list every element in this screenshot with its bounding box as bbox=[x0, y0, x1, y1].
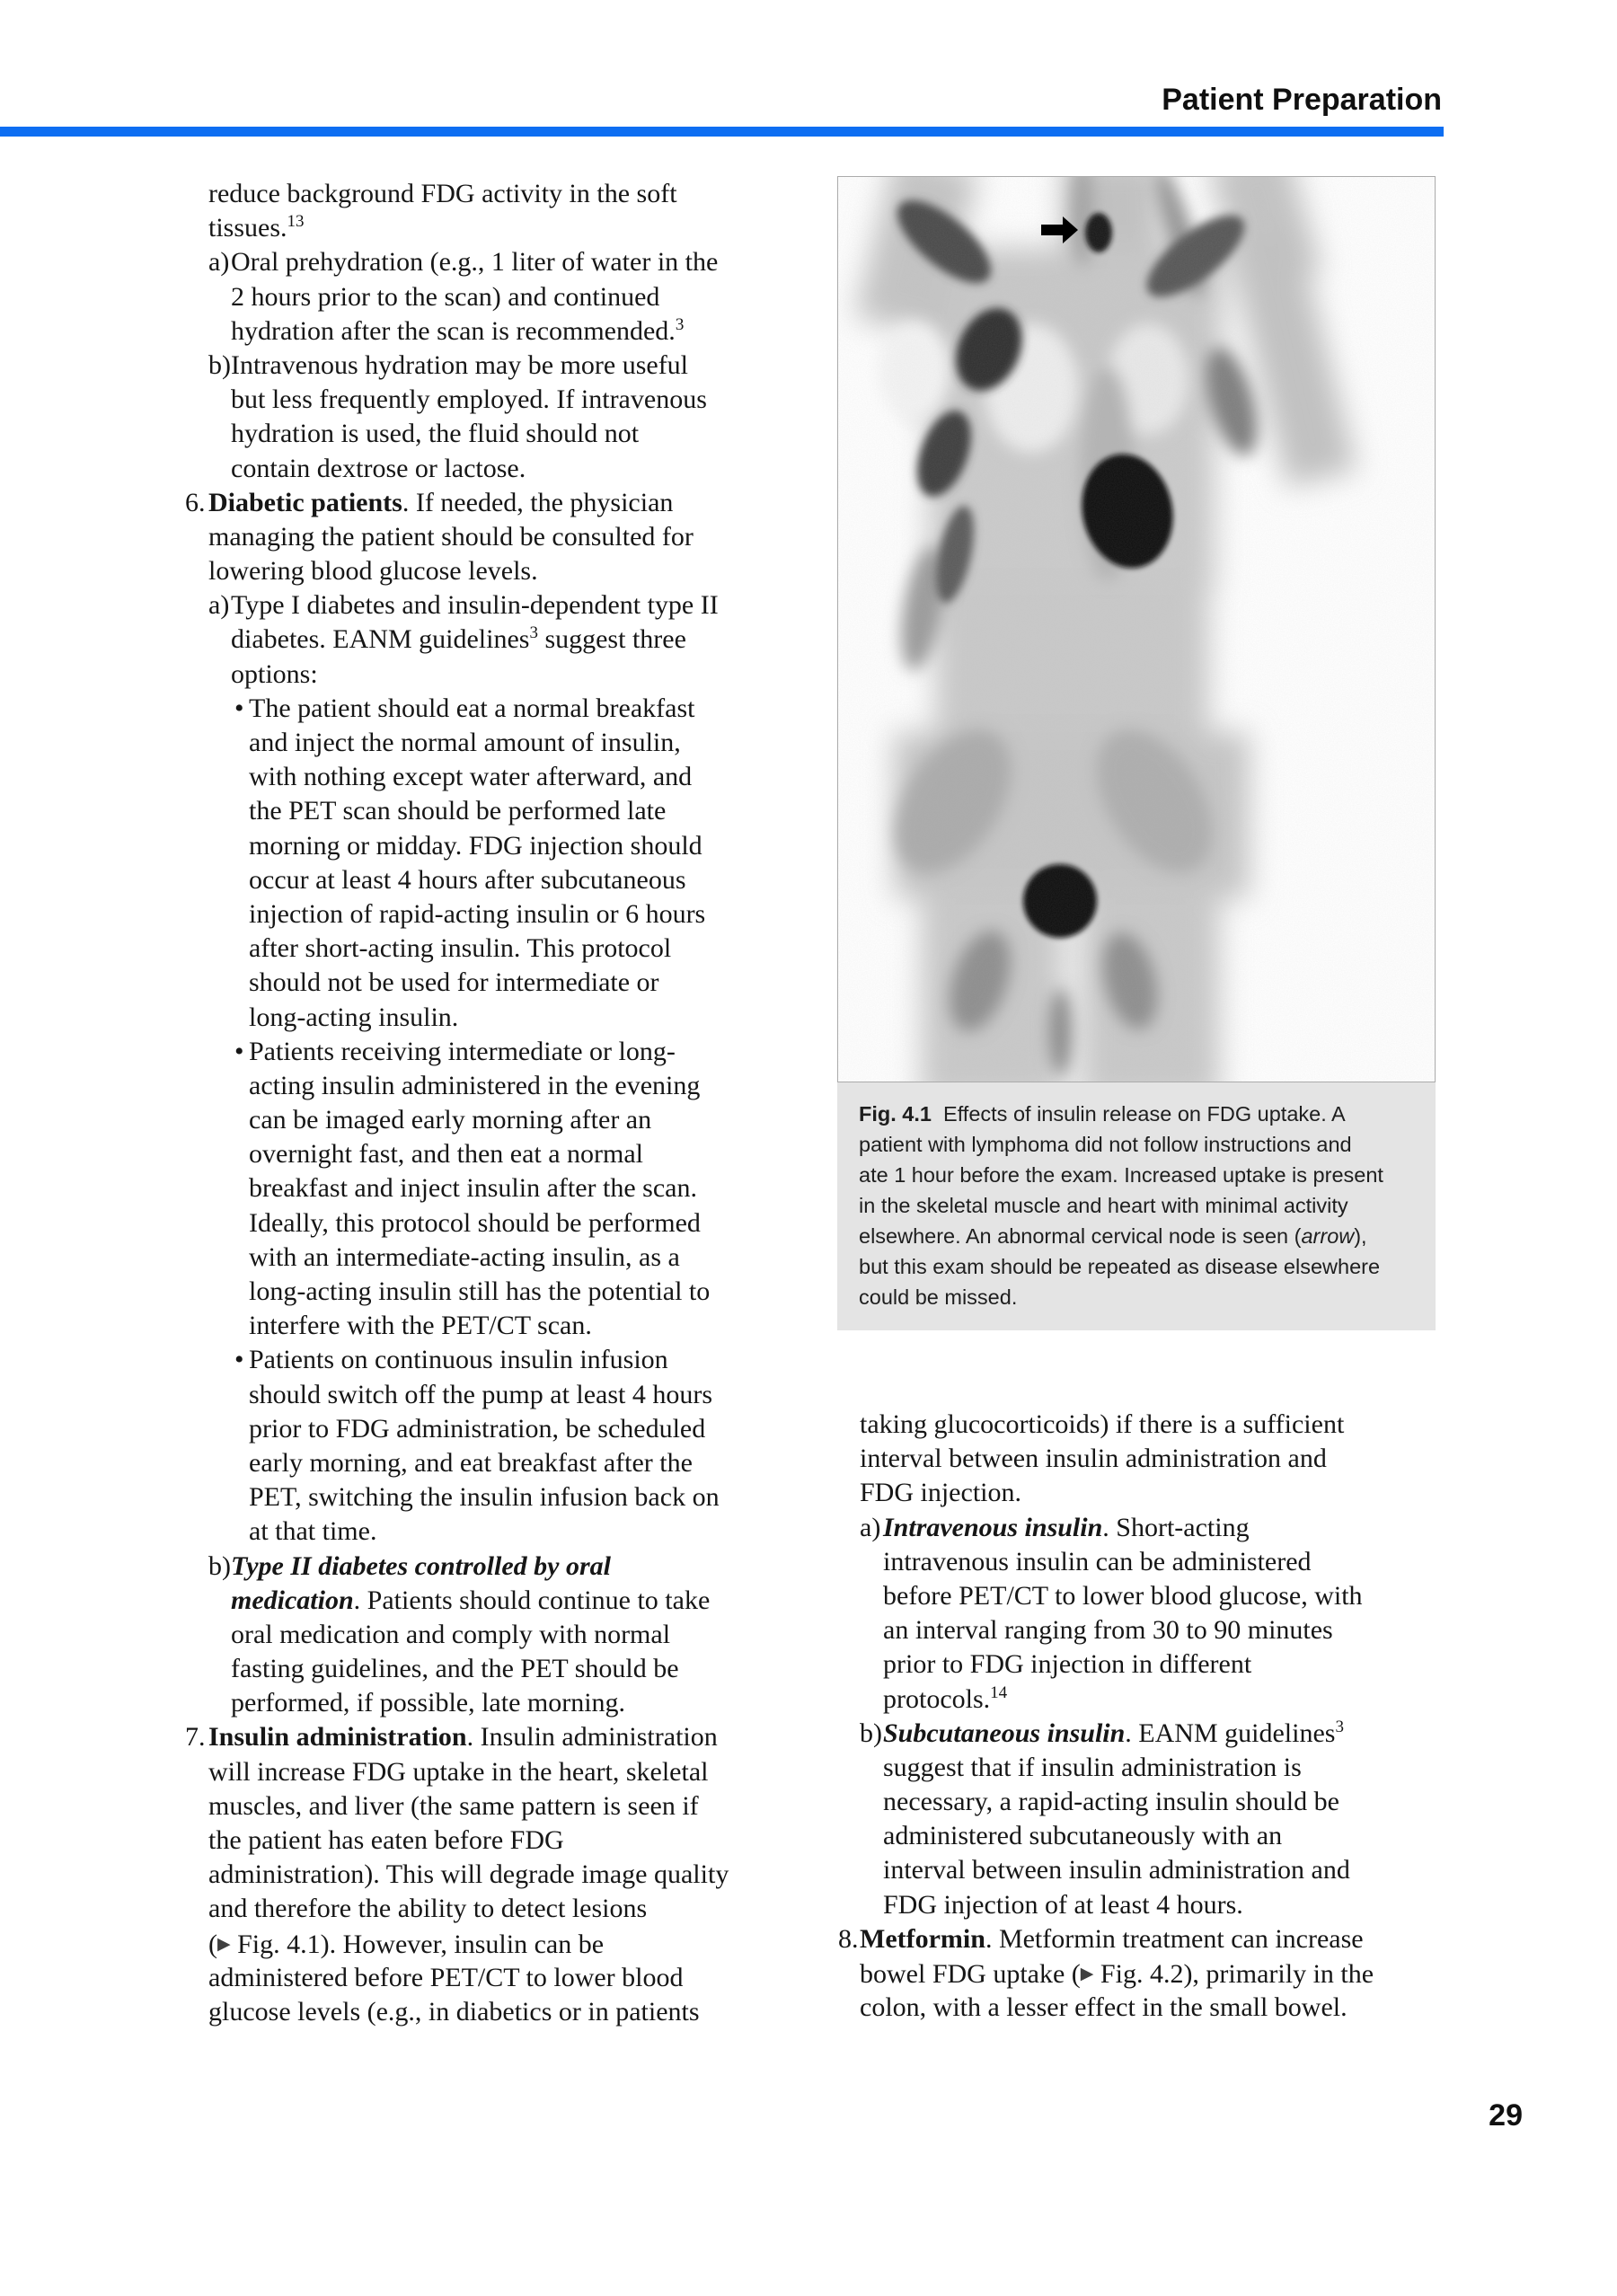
list-marker: 6. bbox=[185, 487, 206, 517]
list-marker: • bbox=[234, 1036, 244, 1066]
text-line: administered before PET/CT to lower blood bbox=[208, 1962, 684, 1992]
left-column bbox=[185, 177, 814, 2029]
text-line: injection of rapid-acting insulin or 6 hours bbox=[249, 898, 706, 929]
list-marker: • bbox=[234, 1345, 244, 1375]
text-line: early morning, and eat breakfast after the bbox=[249, 1447, 693, 1478]
text-line: bowel FDG uptake (▶ Fig. 4.2), primarily in the bbox=[860, 1959, 1374, 1989]
text-line: long-acting insulin. bbox=[249, 1002, 459, 1032]
text-line: hydration is used, the fluid should not bbox=[231, 419, 640, 449]
text-line: prior to FDG injection in different bbox=[883, 1649, 1252, 1680]
caption-line: ate 1 hour before the exam. Increased uptake is present bbox=[859, 1163, 1383, 1187]
text-line: lowering blood glucose levels. bbox=[208, 556, 538, 587]
page-title: Patient Preparation bbox=[1162, 83, 1442, 117]
text-line: administration). This will degrade image quality bbox=[208, 1859, 729, 1890]
header-rule bbox=[0, 127, 1444, 137]
text-line: can be imaged early morning after an bbox=[249, 1105, 652, 1135]
list-marker: a) bbox=[860, 1512, 881, 1542]
pet-scan-figure bbox=[837, 176, 1436, 1082]
text-line: taking glucocorticoids) if there is a sufficient bbox=[860, 1409, 1345, 1439]
text-line: a) Intravenous insulin. Short-acting bbox=[838, 1511, 1467, 1545]
text-line: the PET scan should be performed late bbox=[249, 796, 667, 826]
text-line: prior to FDG administration, be scheduled bbox=[249, 1413, 706, 1444]
page-number: 29 bbox=[1489, 2098, 1523, 2133]
text-line: an interval ranging from 30 to 90 minutes bbox=[883, 1615, 1333, 1646]
text-line: before PET/CT to lower blood glucose, with bbox=[883, 1580, 1363, 1611]
list-marker: b) bbox=[860, 1718, 882, 1748]
text-line: contain dextrose or lactose. bbox=[231, 453, 526, 483]
text-line: 2 hours prior to the scan) and continued bbox=[231, 281, 660, 312]
text-line: at that time. bbox=[249, 1516, 377, 1547]
text-line: 7. Insulin administration. Insulin administration bbox=[185, 1720, 814, 1754]
text-line: the patient has eaten before FDG bbox=[208, 1825, 564, 1855]
text-line: oral medication and comply with normal bbox=[231, 1619, 671, 1649]
caption-line: could be missed. bbox=[859, 1285, 1018, 1309]
text-line: long-acting insulin still has the potential to bbox=[249, 1276, 711, 1306]
text-line: FDG injection of at least 4 hours. bbox=[883, 1889, 1243, 1920]
text-line: tissues.$^{13}$ bbox=[208, 212, 305, 243]
list-marker: 8. bbox=[838, 1923, 859, 1954]
text-line: but less frequently employed. If intravenous bbox=[231, 384, 707, 415]
text-line: and inject the normal amount of insulin, bbox=[249, 728, 681, 757]
text-line: performed, if possible, late morning. bbox=[231, 1688, 626, 1718]
text-line: PET, switching the insulin infusion back on bbox=[249, 1482, 720, 1513]
text-line: suggest that if insulin administration is bbox=[883, 1752, 1302, 1782]
text-line: b) Type II diabetes controlled by oral bbox=[185, 1550, 814, 1584]
text-line: FDG injection. bbox=[860, 1478, 1021, 1508]
text-line: administered subcutaneously with an bbox=[883, 1821, 1283, 1851]
text-line: medication. Patients should continue to take bbox=[231, 1585, 711, 1615]
text-line: acting insulin administered in the evening bbox=[249, 1070, 701, 1100]
text-line: overnight fast, and then eat a normal bbox=[249, 1139, 644, 1170]
text-line: Ideally, this protocol should be performed bbox=[249, 1207, 701, 1238]
caption-line: Fig. 4.1 Effects of insulin release on FDG uptake. A bbox=[859, 1102, 1346, 1126]
text-line: interfere with the PET/CT scan. bbox=[249, 1311, 592, 1341]
text-line: • Patients receiving intermediate or long- bbox=[185, 1035, 814, 1069]
text-line: should switch off the pump at least 4 hours bbox=[249, 1379, 713, 1409]
caption-line: patient with lymphoma did not follow instructions and bbox=[859, 1133, 1352, 1156]
text-line: diabetes. EANM guidelines$^3$ suggest three bbox=[231, 623, 686, 655]
list-marker: 7. bbox=[185, 1722, 206, 1753]
text-line: 6. Diabetic patients. If needed, the physician bbox=[185, 486, 814, 520]
text-line: managing the patient should be consulted for bbox=[208, 521, 694, 552]
list-marker: a) bbox=[208, 247, 230, 278]
caption-line: elsewhere. An abnormal cervical node is seen (arrow), bbox=[859, 1224, 1367, 1248]
text-line: intravenous insulin can be administered bbox=[883, 1546, 1312, 1576]
list-marker: • bbox=[234, 693, 244, 723]
text-line: • Patients on continuous insulin infusion bbox=[185, 1343, 814, 1377]
text-line: (▶ Fig. 4.1). However, insulin can be bbox=[208, 1929, 605, 1959]
list-marker: b) bbox=[208, 349, 231, 380]
text-line: hydration after the scan is recommended.$^3$ bbox=[231, 314, 685, 346]
text-line: • The patient should eat a normal breakfast bbox=[185, 692, 814, 726]
text-line: protocols.$^{14}$ bbox=[883, 1682, 1008, 1714]
text-line: breakfast and inject insulin after the scan. bbox=[249, 1173, 697, 1204]
text-line: interval between insulin administration and bbox=[860, 1444, 1327, 1474]
text-line: b) Intravenous hydration may be more useful bbox=[185, 349, 814, 383]
text-line: a) Type I diabetes and insulin-dependent type II bbox=[185, 588, 814, 623]
text-line: interval between insulin administration and bbox=[883, 1855, 1350, 1885]
text-line: fasting guidelines, and the PET should be bbox=[231, 1654, 679, 1684]
text-line: reduce background FDG activity in the soft bbox=[208, 179, 677, 208]
list-marker: a) bbox=[208, 590, 230, 621]
text-line: necessary, a rapid-acting insulin should be bbox=[883, 1787, 1339, 1817]
text-line: muscles, and liver (the same pattern is seen if bbox=[208, 1790, 699, 1821]
text-line: and therefore the ability to detect lesions bbox=[208, 1894, 648, 1924]
text-line: with an intermediate-acting insulin, as a bbox=[249, 1241, 680, 1272]
text-line: options: bbox=[231, 658, 318, 689]
caption-line: but this exam should be repeated as disease elsewhere bbox=[859, 1255, 1381, 1278]
pet-mip-image bbox=[838, 177, 1435, 1082]
text-line: should not be used for intermediate or bbox=[249, 967, 659, 998]
caption-line: in the skeletal muscle and heart with minimal activity bbox=[859, 1194, 1348, 1217]
text-line: 8. Metformin. Metformin treatment can increase bbox=[838, 1922, 1467, 1956]
text-line: after short-acting insulin. This protocol bbox=[249, 933, 672, 964]
text-line: with nothing except water afterward, and bbox=[249, 762, 693, 792]
text-line: b) Subcutaneous insulin. EANM guidelines$^3$ bbox=[838, 1717, 1467, 1751]
list-marker: b) bbox=[208, 1550, 231, 1581]
text-line: will increase FDG uptake in the heart, skeletal bbox=[208, 1756, 709, 1787]
text-line: a) Oral prehydration (e.g., 1 liter of water in the bbox=[185, 245, 814, 279]
text-line: occur at least 4 hours after subcutaneous bbox=[249, 864, 686, 895]
text-line: morning or midday. FDG injection should bbox=[249, 830, 702, 861]
text-line: colon, with a lesser effect in the small bowel. bbox=[860, 1992, 1348, 2023]
text-line: glucose levels (e.g., in diabetics or in patients bbox=[208, 1996, 700, 2027]
right-column bbox=[838, 1408, 1467, 2025]
figure-caption bbox=[837, 1082, 1436, 1330]
